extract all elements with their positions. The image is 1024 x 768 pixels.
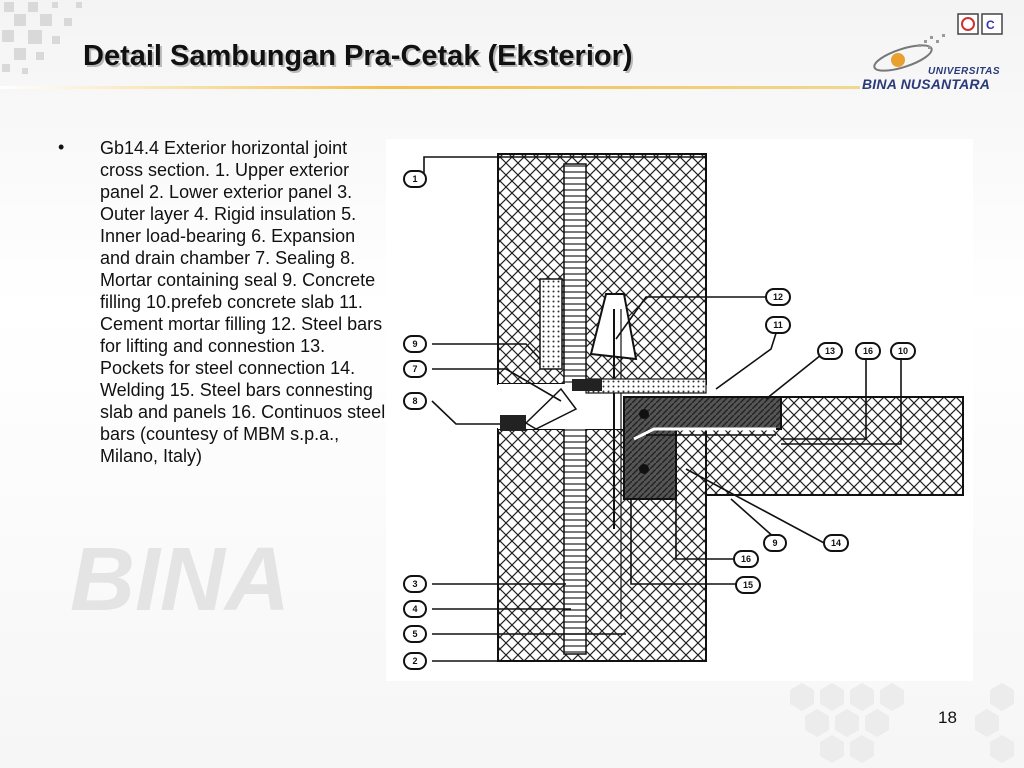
figure-label-text: 8 — [412, 396, 418, 406]
label-13 — [818, 343, 842, 359]
svg-text:BINA: BINA — [70, 530, 290, 630]
slide-title: Detail Sambungan Pra-Cetak (Eksterior) — [83, 40, 633, 72]
label-1 — [404, 171, 426, 187]
label-3 — [404, 576, 426, 592]
label-2 — [404, 653, 426, 669]
figure-caption-text: Gb14.4 Exterior horizontal joint cross section. 1. Upper exterior panel 2. Lower exterior panel 3. Outer layer 4. Rigid insulation 5. Inner load-bearing 6. Expansion and drain chamber 7. Sealing 8. Mortar containing seal 9. Concrete filling 10.prefeb concrete slab 11. Cement mortar filling 12. Steel bars for lifting and connestion 13. Pockets for steel connection 14. Welding 15. Steel bars connesting slab and panels 16. Continuos steel bars (countesy of MBM s.p.a., Milano, Italy) — [100, 138, 386, 466]
cross-section-drawing — [386, 139, 973, 681]
label-10 — [891, 343, 915, 359]
figure-label-text: 12 — [772, 292, 784, 302]
label-4 — [404, 601, 426, 617]
figure-label-text: 15 — [742, 580, 754, 590]
hexagon-decoration — [760, 680, 1024, 768]
title-underline — [0, 86, 860, 89]
label-9 — [764, 535, 786, 551]
page-number: 18 — [938, 708, 957, 727]
label-6 — [404, 361, 426, 377]
figure-label-text: 11 — [773, 320, 783, 330]
figure-label-text: 1 — [412, 174, 418, 184]
label-11 — [766, 317, 790, 333]
figure-label-text: 4 — [412, 604, 418, 614]
label-16-top — [856, 343, 880, 359]
figure-label-text: 9 — [412, 339, 418, 349]
figure-label-text: 5 — [412, 629, 418, 639]
background-watermark — [70, 520, 400, 630]
label-15 — [736, 577, 760, 593]
figure-label-text: 2 — [412, 656, 418, 666]
label-5 — [404, 626, 426, 642]
logo-universitas-text: UNIVERSITAS — [928, 66, 1000, 77]
logo-binus-text: BINA NUSANTARA — [862, 76, 991, 92]
label-12 — [766, 289, 790, 305]
figure-label-text: 3 — [412, 579, 418, 589]
figure-label-text: 7 — [412, 364, 418, 374]
decorative-squares — [0, 0, 90, 90]
joint-cross-section-figure — [386, 139, 973, 681]
figure-label-text: 10 — [897, 346, 909, 356]
label-8 — [404, 336, 426, 352]
figure-label-text: 9 — [772, 538, 778, 548]
svg-text:C: C — [986, 18, 995, 32]
label-7 — [404, 393, 426, 409]
figure-label-text: 14 — [830, 538, 842, 548]
label-14 — [824, 535, 848, 551]
label-16 — [734, 551, 758, 567]
bullet-marker: • — [58, 137, 65, 157]
figure-label-text: 16 — [862, 346, 874, 356]
figure-label-text: 16 — [740, 554, 752, 564]
figure-label-text: 13 — [824, 346, 836, 356]
